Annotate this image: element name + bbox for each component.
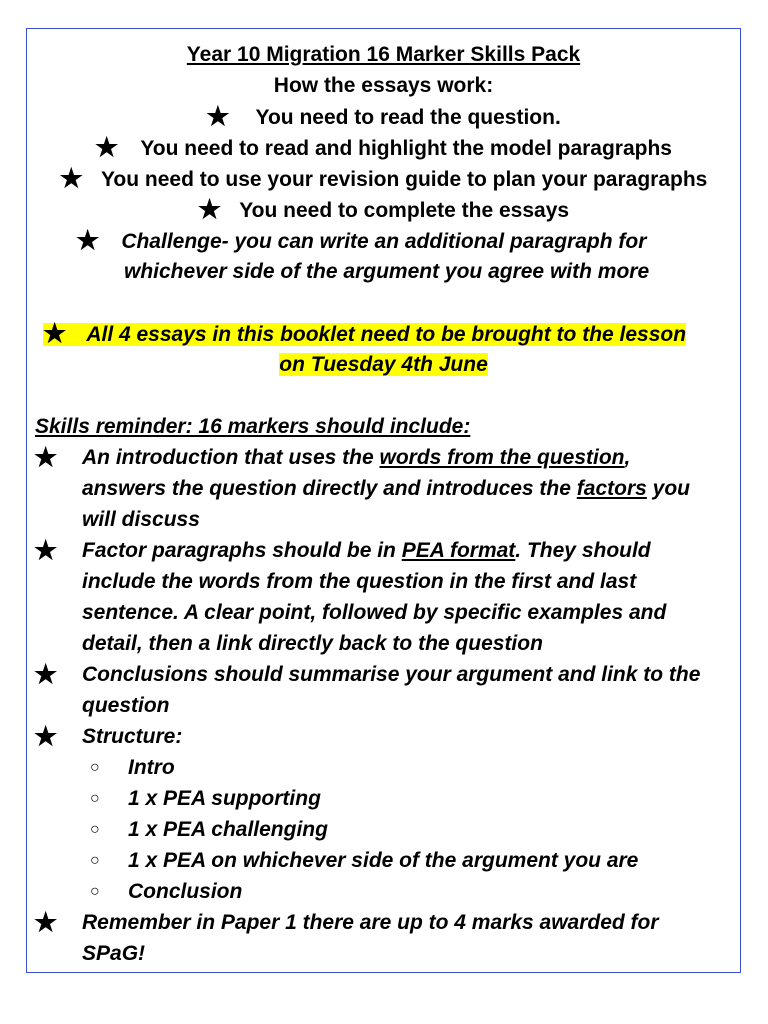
document-title: Year 10 Migration 16 Marker Skills Pack: [186, 43, 581, 66]
step-text: You need to read and highlight the model paragraphs: [140, 137, 672, 160]
star-icon: ★: [59, 163, 83, 193]
step-text: You need to use your revision guide to plan your paragraphs: [100, 168, 708, 191]
structure-item: Conclusion: [128, 880, 243, 903]
star-icon: ★: [95, 132, 119, 162]
skills-heading: Skills reminder: 16 markers should include:: [35, 415, 471, 438]
star-icon: ★: [34, 442, 58, 472]
step-item-2: [26, 132, 741, 164]
star-icon: ★: [43, 318, 67, 348]
step-item-1: [26, 101, 741, 133]
star-icon: ★: [34, 535, 58, 565]
spag-line-2: SPaG!: [82, 942, 146, 965]
circle-bullet-icon: ○: [90, 790, 100, 807]
circle-bullet-icon: ○: [90, 883, 100, 900]
challenge-text-2: whichever side of the argument you agree with more: [124, 260, 650, 283]
star-icon: ★: [197, 194, 222, 224]
structure-item: Intro: [128, 756, 175, 779]
step-item-3: [26, 163, 741, 195]
structure-item: 1 x PEA on whichever side of the argument you are: [128, 849, 639, 872]
conclusion-line-1: Conclusions should summarise your argument and link to the: [82, 663, 701, 686]
factor-line-3: sentence. A clear point, followed by specific examples and: [82, 601, 667, 624]
star-icon: ★: [76, 225, 100, 255]
circle-bullet-icon: ○: [90, 821, 100, 838]
factor-line-1: Factor paragraphs should be in PEA format. They should: [82, 539, 651, 562]
challenge-item: [76, 225, 646, 257]
spag-line-1: Remember in Paper 1 there are up to 4 marks awarded for: [82, 911, 659, 934]
structure-label: Structure:: [82, 725, 183, 748]
intro-line-3: will discuss: [82, 508, 200, 531]
star-icon: ★: [34, 659, 58, 689]
step-text: You need to complete the essays: [239, 199, 570, 222]
notice-text-1: All 4 essays in this booklet need to be brought to the lesson: [86, 323, 687, 346]
notice-text-2: on Tuesday 4th June: [279, 353, 488, 376]
conclusion-line-2: question: [82, 694, 170, 717]
notice-line-2: [26, 349, 741, 380]
factor-line-4: detail, then a link directly back to the question: [82, 632, 543, 655]
factor-line-2: include the words from the question in the first and last: [82, 570, 637, 593]
notice-highlight: [43, 318, 687, 348]
notice-line-1: [43, 318, 686, 350]
circle-bullet-icon: ○: [90, 759, 100, 776]
intro-line-2: answers the question directly and introduces the factors you: [82, 477, 690, 500]
step-item-4: [26, 194, 741, 226]
step-text: You need to read the question.: [255, 106, 561, 129]
intro-line-1: An introduction that uses the words from the question,: [82, 446, 631, 469]
star-icon: ★: [34, 907, 58, 937]
star-icon: ★: [206, 101, 230, 131]
circle-bullet-icon: ○: [90, 852, 100, 869]
structure-item: 1 x PEA challenging: [128, 818, 328, 841]
document-subtitle: How the essays work:: [273, 74, 494, 97]
star-icon: ★: [34, 721, 58, 751]
challenge-text-1: Challenge- you can write an additional paragraph for: [121, 230, 647, 253]
structure-item: 1 x PEA supporting: [128, 787, 321, 810]
